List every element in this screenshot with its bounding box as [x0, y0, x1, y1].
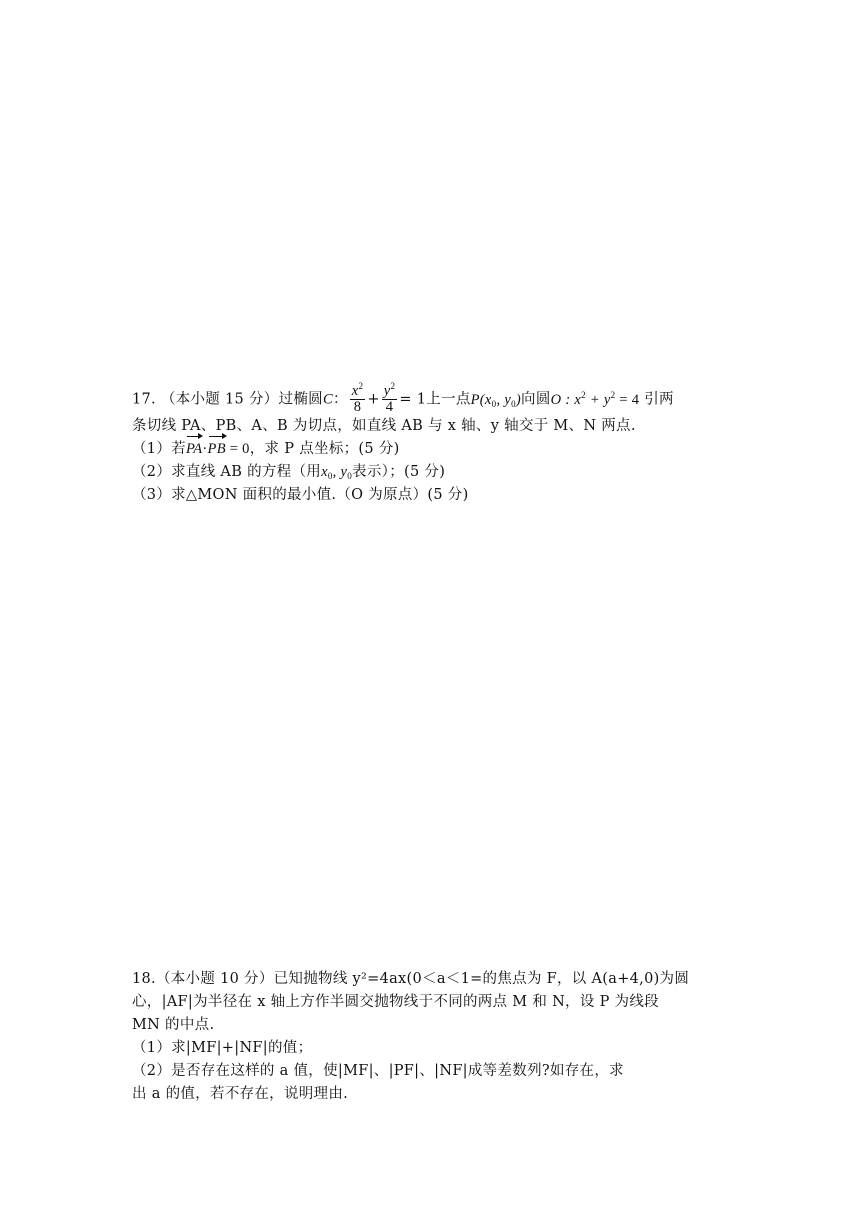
vector-pb: PB — [208, 438, 226, 461]
problem-18 — [132, 968, 732, 1106]
plus-sign: + — [367, 391, 380, 408]
problem-18-line-3: MN 的中点. — [132, 1017, 215, 1033]
problem-18-question-2-line-2: 出 a 的值，若不存在，说明理由. — [132, 1086, 349, 1102]
problem-17-question-1: （1）若PA·PB = 0，求 P 点坐标；(5 分) — [132, 438, 732, 461]
circle-equation: O : $x^2 + y^2 = 4$ — [550, 389, 640, 408]
problem-18-line-2: 心，|AF|为半径在 x 轴上方作半圆交抛物线于不同的两点 M 和 N，设 P 为线段 — [132, 994, 659, 1010]
fraction-y2-over-4: $\frac{y^2}{4}$ — [383, 381, 396, 415]
text-shang-yi-dian: 上一点 — [426, 391, 471, 408]
problem-number: 17. — [132, 391, 156, 408]
colon: ： — [332, 391, 348, 408]
equals-one: = 1 — [399, 391, 427, 408]
fraction-x2-over-8: $\frac{x^2}{8}$ — [351, 381, 364, 415]
point-p: $P(x_0$, $y_0$) — [470, 391, 522, 409]
problem-heading: （本小题 15 分）过椭圆 — [160, 391, 323, 408]
problem-17-line-2: 条切线 PA、PB、A、B 为切点，如直线 AB 与 x 轴、y 轴交于 M、N 两点. — [132, 418, 636, 434]
text-xiang-yuan: 向圆 — [521, 391, 551, 408]
problem-18-question-2-line-1: （2）是否存在这样的 a 值，使|MF|、|PF|、|NF|成等差数列?如存在，求 — [132, 1063, 624, 1079]
problem-18-line-1: 18.（本小题 10 分）已知抛物线 y²=4ax(0＜a＜1=的焦点为 F，以 A(a+4,0)为圆 — [132, 971, 690, 987]
problem-18-question-1: （1）求|MF|+|NF|的值； — [132, 1040, 313, 1056]
problem-17-question-3: （3）求△MON 面积的最小值.（O 为原点）(5 分) — [132, 487, 469, 503]
text-yin-liang: 引两 — [644, 391, 674, 408]
vector-pa: PA — [186, 438, 202, 461]
problem-17-question-2: （2）求直线 AB 的方程（用$x_0$, $y_0$表示）；(5 分) — [132, 464, 446, 481]
problem-17 — [132, 381, 732, 507]
ellipse-name: C — [322, 391, 333, 408]
problem-17-line-1 — [132, 381, 732, 415]
variables-x0-y0: $x_0$, $y_0$ — [321, 464, 353, 481]
